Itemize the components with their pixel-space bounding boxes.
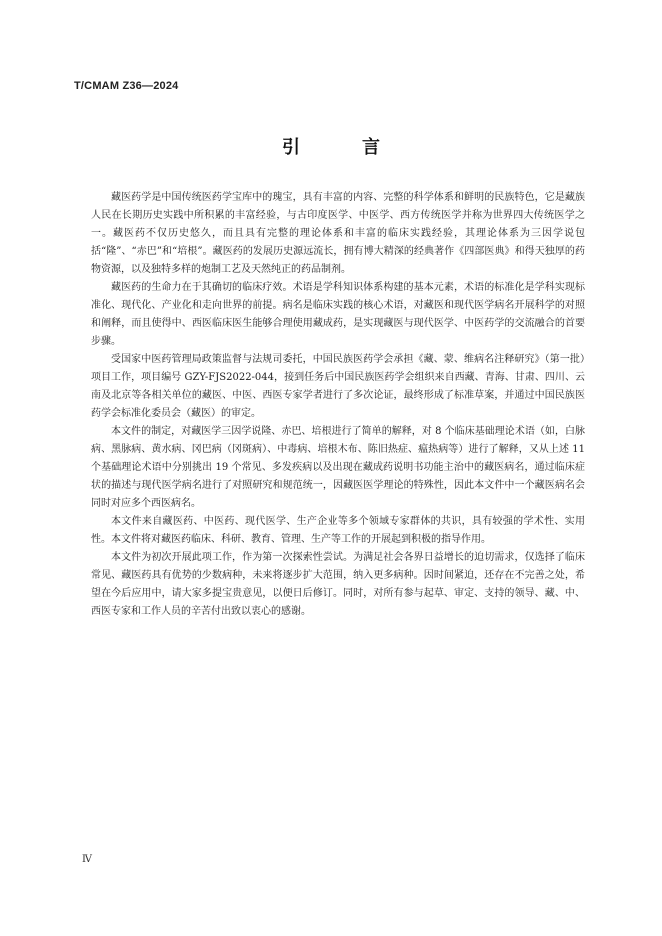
paragraph: 受国家中医药管理局政策监督与法规司委托，中国民族医药学会承担《藏、蒙、维病名注释研究》（第一批）项目工作，项目编号 GZY-FJS2022-044，接到任务后中国民族医药学会组织来自西藏、青海、甘肃、四川、云南及北京等各相关单位的藏医、中医、西医专家学者进行了多次论证，最终形成了标准草案，并通过中国民族医药学会标准化委员会（藏医）的审定。 [91, 354, 585, 419]
paragraph: 藏医药的生命力在于其确切的临床疗效。术语是学科知识体系构建的基本元素，术语的标准化是学科实现标准化、现代化、产业化和走向世界的前提。病名是临床实践的核心术语，对藏医和现代医学病名开展科学的对照和阐释，而且使得中、西医临床医生能够合理使用藏成药，是实现藏医与现代医学、中医药学的交流融合的首要步骤。 [91, 282, 585, 347]
body-text [91, 189, 585, 621]
paragraph: 本文件来自藏医药、中医药、现代医学、生产企业等多个领域专家群体的共识，具有较强的学术性、实用性。本文件将对藏医药临床、科研、教育、管理、生产等工作的开展起到积极的指导作用。 [91, 516, 585, 545]
page-number: Ⅳ [82, 854, 92, 865]
paragraph: 藏医药学是中国传统医药学宝库中的瑰宝，具有丰富的内容、完整的科学体系和鲜明的民族特色，它是藏族人民在长期历史实践中所积累的丰富经验，与古印度医学、中医学、西方传统医学并称为世界四大传统医学之一。藏医药不仅历史悠久，而且具有完整的理论体系和丰富的临床实践经验，其理论体系为三因学说包括“隆”、“赤巴”和“培根”。藏医药的发展历史源远流长，拥有博大精深的经典著作《四部医典》和得天独厚的药物资源，以及独特多样的炮制工艺及天然纯正的药品制剂。 [91, 192, 585, 275]
paragraph: 本文件为初次开展此项工作，作为第一次探索性尝试。为满足社会各界日益增长的迫切需求，仅选择了临床常见、藏医药具有优势的少数病种，未来将逐步扩大范围，纳入更多病种。因时间紧迫，还存在不完善之处，希望在今后应用中，请大家多提宝贵意见，以便日后修订。同时，对所有参与起草、审定、支持的领导、藏、中、西医专家和工作人员的辛苦付出致以衷心的感谢。 [91, 552, 585, 617]
paragraph: 本文件的制定，对藏医学三因学说隆、赤巴、培根进行了简单的解释，对 8 个临床基础理论术语（如，白脉病、黑脉病、黄水病、冈巴病（冈斑病）、中毒病、培根木布、陈旧热症、瘟热病等）进行了解释，又从上述 11 个基础理论术语中分别挑出 19 个常见、多发疾病以及出现在藏成药说明书功能主治中的藏医病名，通过临床症状的描述与现代医学病名进行了对照研究和规范统一，因藏医医学理论的特殊性，因此本文件中一个藏医病名会同时对应多个西医病名。 [91, 426, 585, 509]
section-title: 引 言 [282, 137, 402, 158]
standard-code: T/CMAM Z36—2024 [74, 80, 179, 92]
